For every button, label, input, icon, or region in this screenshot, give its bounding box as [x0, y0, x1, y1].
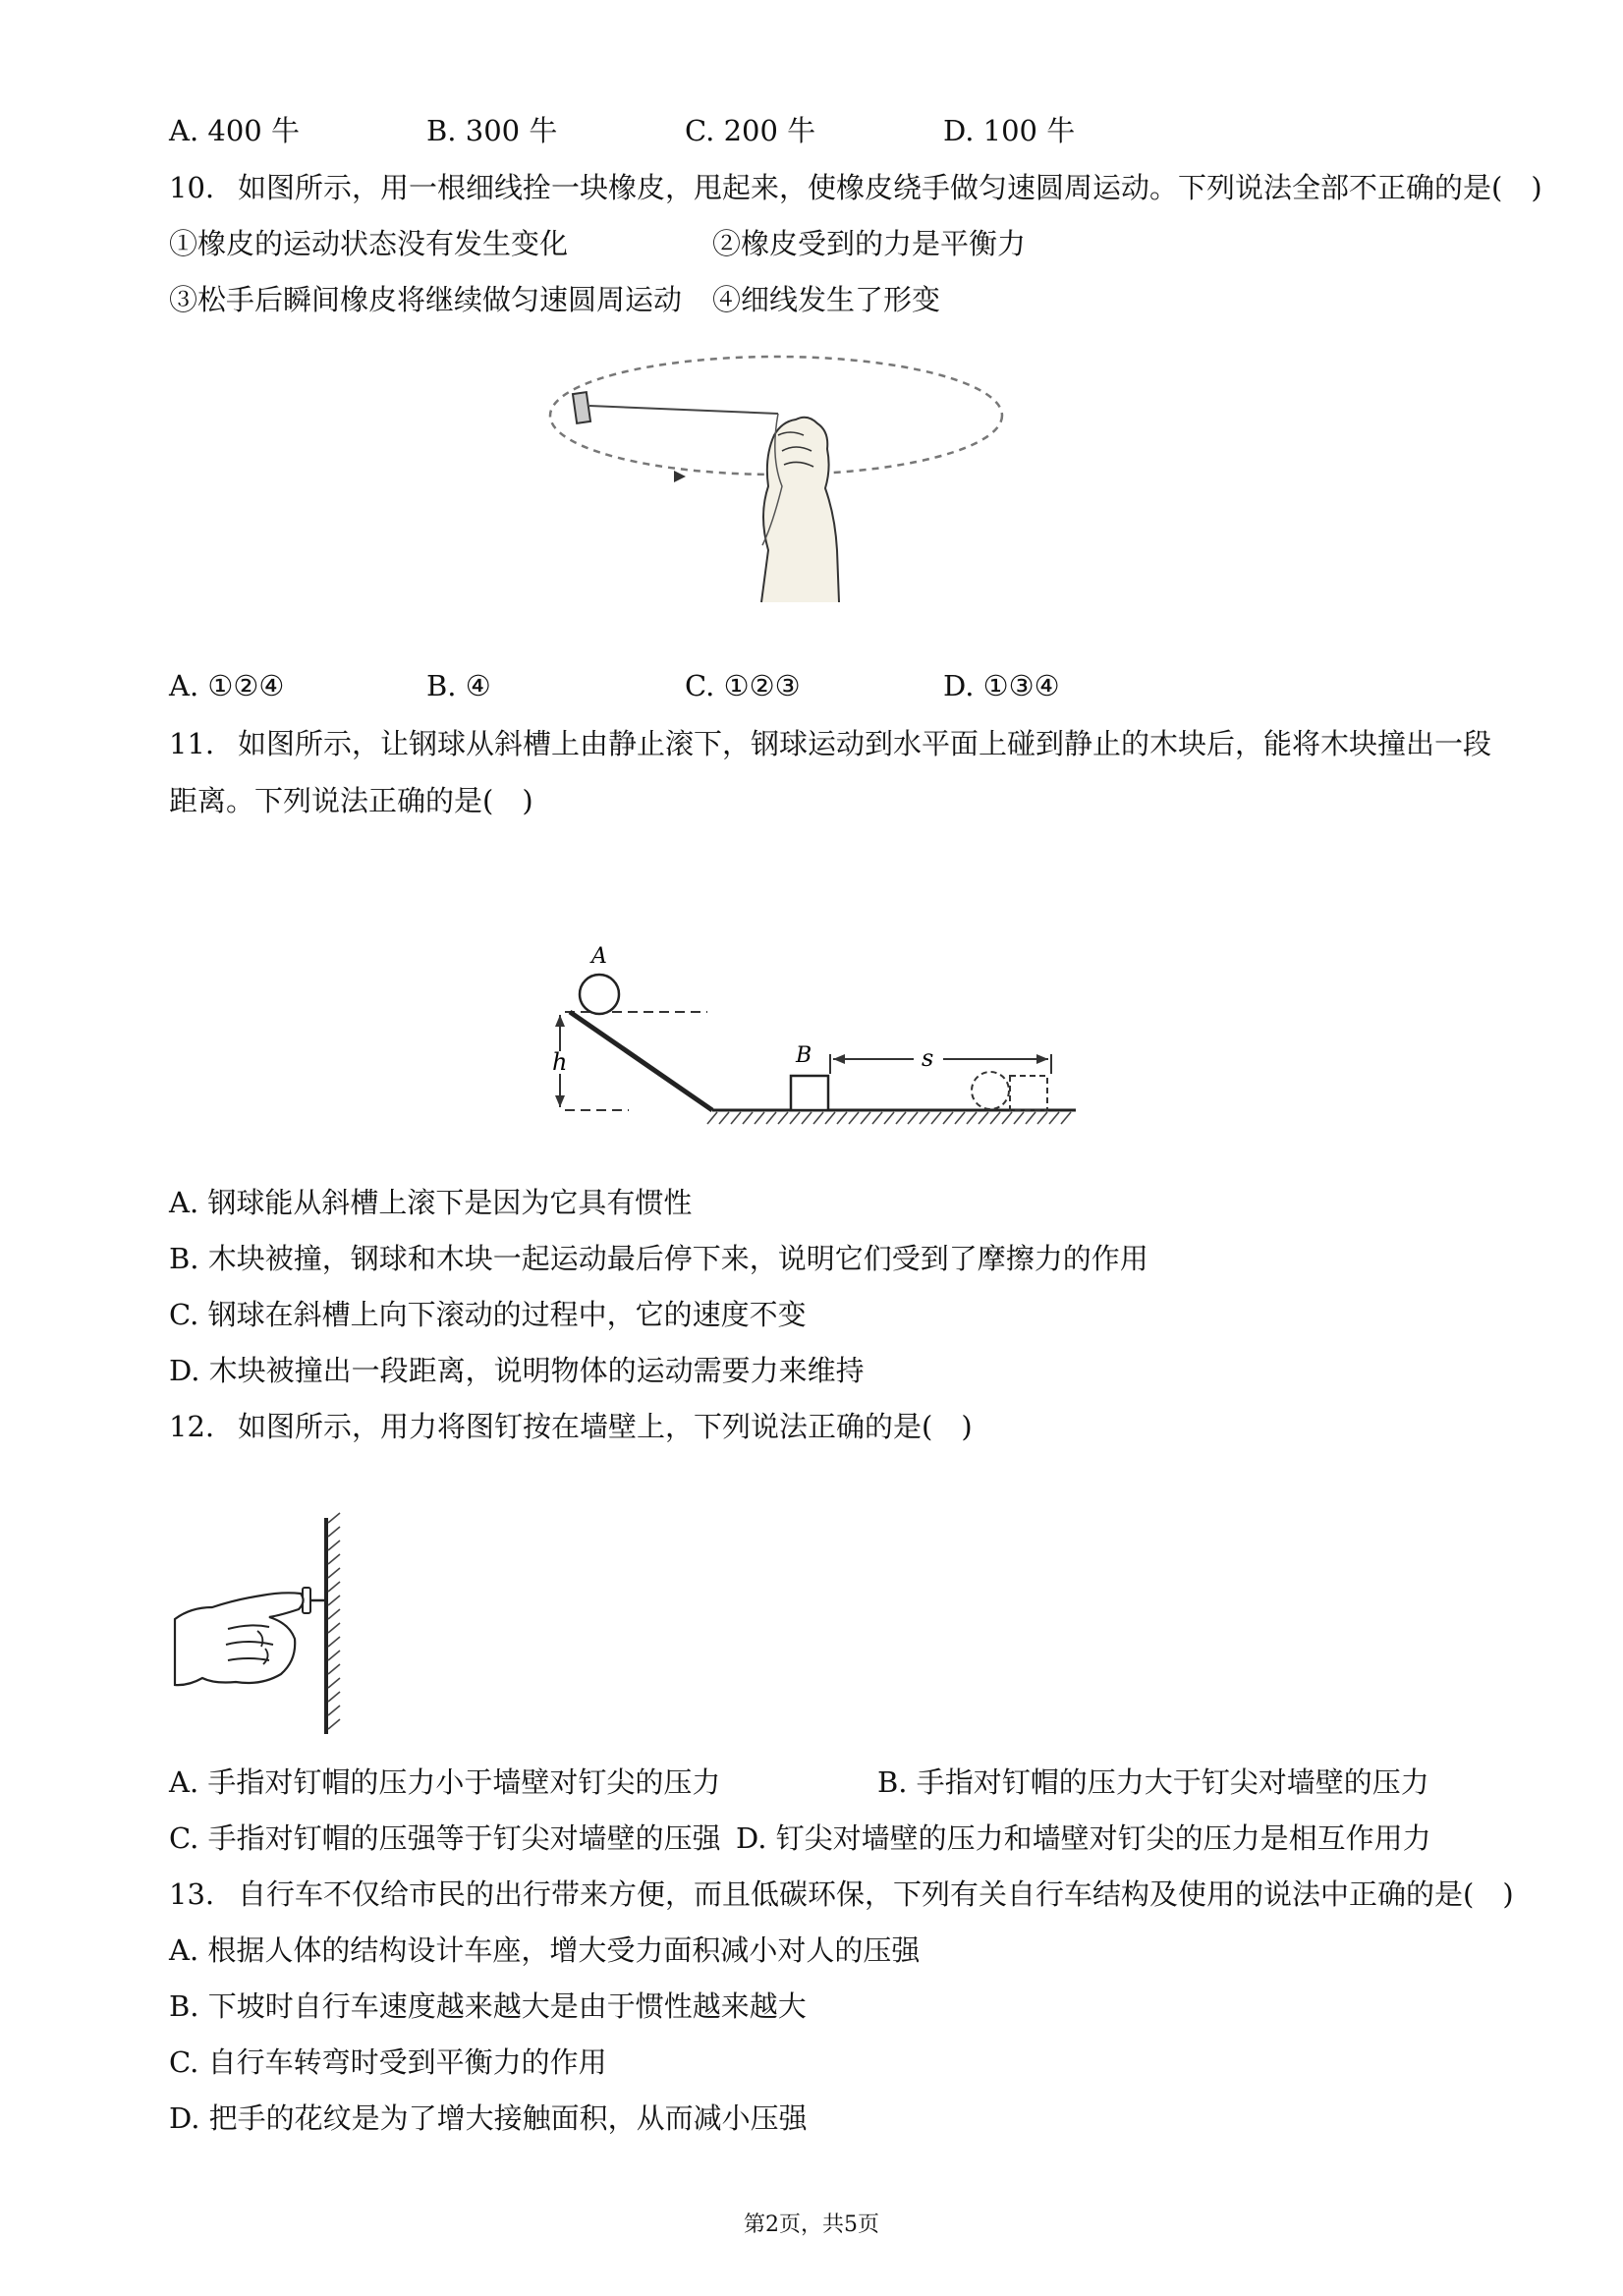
q12-stem-line: [169, 1407, 973, 1446]
q11-option-b: B. 木块被撞，钢球和木块一起运动最后停下来，说明它们受到了摩擦力的作用: [169, 1242, 1148, 1275]
ground-hatching: [707, 1112, 1071, 1124]
q11-label-block: B: [796, 1043, 812, 1068]
q10-option-a: A. ①②④: [169, 669, 285, 702]
q10-stem-line: [169, 168, 1542, 207]
q11-label-distance: s: [922, 1044, 934, 1072]
q13-option-c: C. 自行车转弯时受到平衡力的作用: [169, 2045, 607, 2079]
q12-figure-thumbtack: [167, 1513, 364, 1744]
q9-option-c: C. 200 牛: [685, 114, 816, 147]
wall-hatching: [328, 1513, 340, 1729]
q12-option-b: B. 手指对钉帽的压力大于钉尖对墙壁的压力: [877, 1765, 1429, 1799]
q13-stem-line: [169, 1875, 1514, 1914]
page-footer: 第2页，共5页: [744, 2212, 879, 2237]
q11-label-ball: A: [591, 944, 607, 969]
q13-stem: 自行车不仅给市民的出行带来方便，而且低碳环保，下列有关自行车结构及使用的说法中正确的是( ): [238, 1877, 1514, 1911]
q10-option-c: C. ①②③: [685, 669, 801, 702]
q10-figure-whirling-rubber: [550, 339, 1061, 614]
q10-statement-1: ①橡皮的运动状态没有发生变化: [169, 227, 569, 260]
q10-statement-4: ④细线发生了形变: [712, 283, 941, 316]
q10-option-d: D. ①③④: [943, 669, 1060, 702]
q11-stem-2: 距离。下列说法正确的是( ): [169, 784, 533, 817]
q11-option-c: C. 钢球在斜槽上向下滚动的过程中，它的速度不变: [169, 1298, 807, 1331]
q12-option-c: C. 手指对钉帽的压强等于钉尖对墙壁的压强: [169, 1821, 721, 1855]
q11-label-height: h: [552, 1048, 568, 1076]
q11-stem-line-1: [169, 724, 1491, 763]
q12-number: 12.: [169, 1410, 215, 1443]
q10-statement-2: ②橡皮受到的力是平衡力: [712, 227, 1027, 260]
q11-option-a: A. 钢球能从斜槽上滚下是因为它具有惯性: [169, 1186, 693, 1219]
q11-stem-1: 如图所示，让钢球从斜槽上由静止滚下，钢球运动到水平面上碰到静止的木块后，能将木块撞出一段: [238, 727, 1492, 760]
q11-option-d: D. 木块被撞出一段距离，说明物体的运动需要力来维持: [169, 1354, 865, 1387]
q12-option-a: A. 手指对钉帽的压力小于墙壁对钉尖的压力: [169, 1765, 721, 1799]
q10-option-b: B. ④: [426, 669, 491, 702]
q10-number: 10.: [169, 171, 215, 204]
q13-option-d: D. 把手的花纹是为了增大接触面积，从而减小压强: [169, 2101, 808, 2135]
q13-option-b: B. 下坡时自行车速度越来越大是由于惯性越来越大: [169, 1989, 807, 2023]
q9-option-b: B. 300 牛: [426, 114, 558, 147]
q12-option-d: D. 钉尖对墙壁的压力和墙壁对钉尖的压力是相互作用力: [736, 1821, 1431, 1855]
q12-stem: 如图所示，用力将图钉按在墙壁上，下列说法正确的是( ): [238, 1410, 973, 1443]
q10-stem: 如图所示，用一根细线拴一块橡皮，甩起来，使橡皮绕手做匀速圆周运动。下列说法全部不正确的是( ): [238, 171, 1542, 204]
q10-statement-3: ③松手后瞬间橡皮将继续做匀速圆周运动: [169, 283, 683, 316]
q9-option-a: A. 400 牛: [169, 114, 300, 147]
q9-option-d: D. 100 牛: [943, 114, 1076, 147]
q13-option-a: A. 根据人体的结构设计车座，增大受力面积减小对人的压强: [169, 1933, 921, 1967]
q11-figure-ramp: [531, 928, 1091, 1140]
q13-number: 13.: [169, 1877, 215, 1911]
q11-number: 11.: [169, 727, 215, 760]
